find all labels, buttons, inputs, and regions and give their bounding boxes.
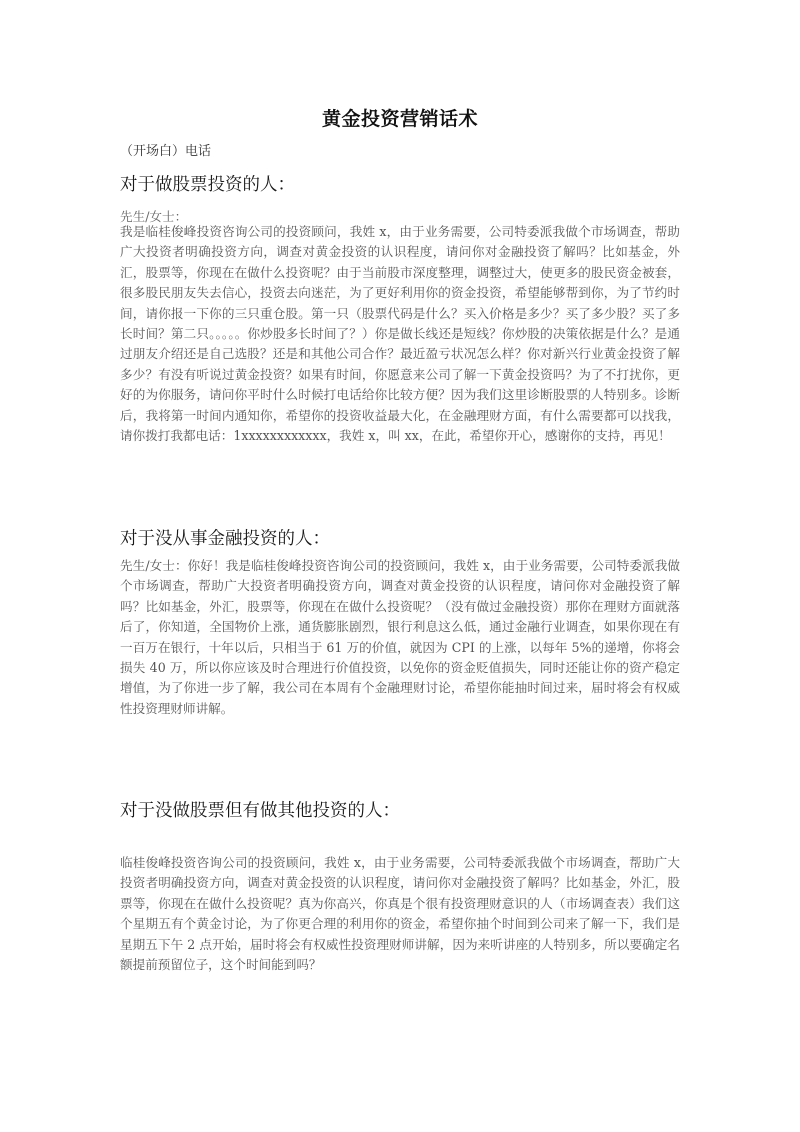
section-heading-other-investors: 对于没做股票但有做其他投资的人： <box>120 801 400 821</box>
section-body-other-investors: 临桂俊峰投资咨询公司的投资顾问，我姓 x，由于业务需要，公司特委派我做个市场调查，帮助广大投资者明确投资方向，调查对黄金投资的认识程度，请问你对金融投资了解吗？比如基金，外汇，股票等，你现在在做什么投资呢？真为你高兴，你真是个很有投资理财意识的人（市场调查表）我们这个星期五有个黄金讨论，为了你更合理的利用你的资金，希望你抽个时间到公司来了解一下，我们是星期五下午 2 点开始，届时将会有权威性投资理财师讲解，因为来听讲座的人特别多，所以要确定名额提前预留位子，这个时间能到吗？ <box>120 855 680 973</box>
section-greeting: 先生/女士： <box>120 209 188 224</box>
document-subtitle: （开场白）电话 <box>120 144 212 159</box>
section-heading-stock-investors: 对于做股票投资的人： <box>120 175 295 195</box>
document-title: 黄金投资营销话术 <box>321 108 478 130</box>
section-body-stock-investors: 我是临桂俊峰投资咨询公司的投资顾问，我姓 x，由于业务需要，公司特委派我做个市场调查，帮助广大投资者明确投资方向，调查对黄金投资的认识程度，请问你对金融投资了解吗？比如基金，外汇，股票等，你现在在做什么投资呢？由于当前股市深度整理，调整过大，使更多的股民资金被套，很多股民朋友失去信心，投资去向迷茫，为了更好利用你的资金投资，希望能够帮到你，为了节约时间，请你报一下你的三只重仓股。第一只（股票代码是什么？买入价格是多少？买了多少股？买了多长时间？第二只。。。。。你炒股多长时间了？）你是做长线还是短线？你炒股的决策依据是什么？是通过朋友介绍还是自己选股？还是和其他公司合作？最近盈亏状况怎么样？你对新兴行业黄金投资了解多少？有没有听说过黄金投资？如果有时间，你愿意来公司了解一下黄金投资吗？为了不打扰你，更好的为你服务，请问你平时什么时候打电话给你比较方便？因为我们这里诊断股票的人特别多。诊断后，我将第一时间内通知你，希望你的投资收益最大化，在金融理财方面，有什么需要都可以找我，请你拨打我都电话：1xxxxxxxxxxxx，我姓 x，叫 xx，在此，希望你开心，感谢你的支持，再见！ <box>120 224 680 444</box>
section-heading-non-investors: 对于没从事金融投资的人： <box>120 529 330 549</box>
section-body-non-investors: 先生/女士：你好！我是临桂俊峰投资咨询公司的投资顾问，我姓 x，由于业务需要，公司特委派我做个市场调查，帮助广大投资者明确投资方向，调查对黄金投资的认识程度，请问你对金融投资了解吗？比如基金，外汇，股票等，你现在在做什么投资呢？（没有做过金融投资）那你在理财方面就落后了，你知道，全国物价上涨，通货膨胀剧烈，银行利息这么低，通过金融行业调查，如果你现在有一百万在银行，十年以后，只相当于 61 万的价值，就因为 CPI 的上涨，以每年 5%的递增，你将会损失 40 万，所以你应该及时合理进行价值投资，以免你的资金贬值损失，同时还能让你的资产稳定增值，为了你进一步了解，我公司在本周有个金融理财讨论，希望你能抽时间过来，届时将会有权威性投资理财师讲解。 <box>120 558 680 716</box>
